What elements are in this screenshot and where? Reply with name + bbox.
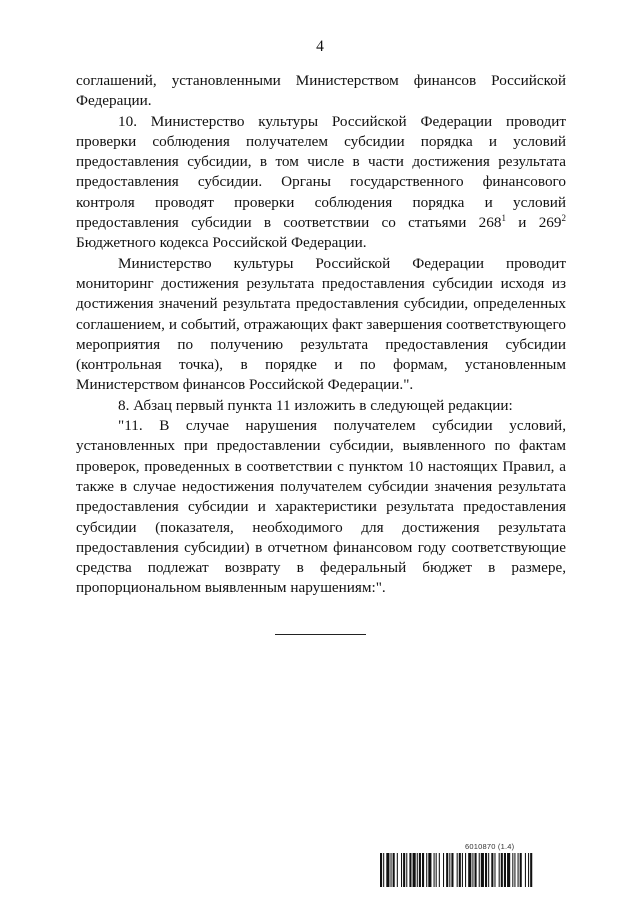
paragraph-item-8: 8. Абзац первый пункта 11 изложить в следующей редакции: <box>118 396 513 414</box>
document-barcode <box>380 842 590 888</box>
paragraph-item-10-mid: и 269 <box>505 214 562 232</box>
paragraph-item-10-end: Бюджетного кодекса Российской Федерации. <box>76 234 367 252</box>
end-separator-line <box>275 634 366 635</box>
paragraph-continuation: соглашений, установленными Министерством финансов Российской Федерации. <box>76 72 566 110</box>
paragraph-item-10-main: 10. Министерство культуры Российской Федерации проводит проверки соблюдения получателем субсидии порядка и условий предоставления субсидии, в том числе в части достижения результата предоставления субсидии. Органы государственного финансового контроля проводят проверки соблюдения порядка и условий предоставления субсидии в соответствии со статьями 268 <box>76 112 566 232</box>
document-body <box>76 71 566 599</box>
page-number: 4 <box>316 38 324 55</box>
paragraph-monitoring: Министерство культуры Российской Федерации проводит мониторинг достижения результата предоставления субсидии исходя из достижения значений результата предоставления субсидии, определенных соглашением, и событий, отражающих факт завершения соответствующего мероприятия по получению результата предоставления субсидии (контрольная точка), в порядке и по формам, установленным Министерством финансов Российской Федерации.". <box>76 254 566 394</box>
barcode-icon <box>380 853 590 887</box>
barcode-number: 6010870 (1.4) <box>465 842 515 851</box>
paragraph-item-10 <box>76 112 566 254</box>
superscript-1: 1 <box>501 213 506 224</box>
superscript-2: 2 <box>561 213 566 224</box>
paragraph-item-11: "11. В случае нарушения получателем субсидии условий, установленных при предоставлении субсидии, выявленного по фактам проверок, проведенных в соответствии с пунктом 10 настоящих Правил, а также в случае недостижения получателем субсидии значения результата предоставления субсидии и характеристики результата предоставления субсидии (показателя, необходимого для достижения результата предоставления субсидии) в отчетном финансовом году соответствующие средства подлежат возврату в федеральный бюджет в размере, пропорциональном выявленным нарушениям:". <box>76 417 566 597</box>
